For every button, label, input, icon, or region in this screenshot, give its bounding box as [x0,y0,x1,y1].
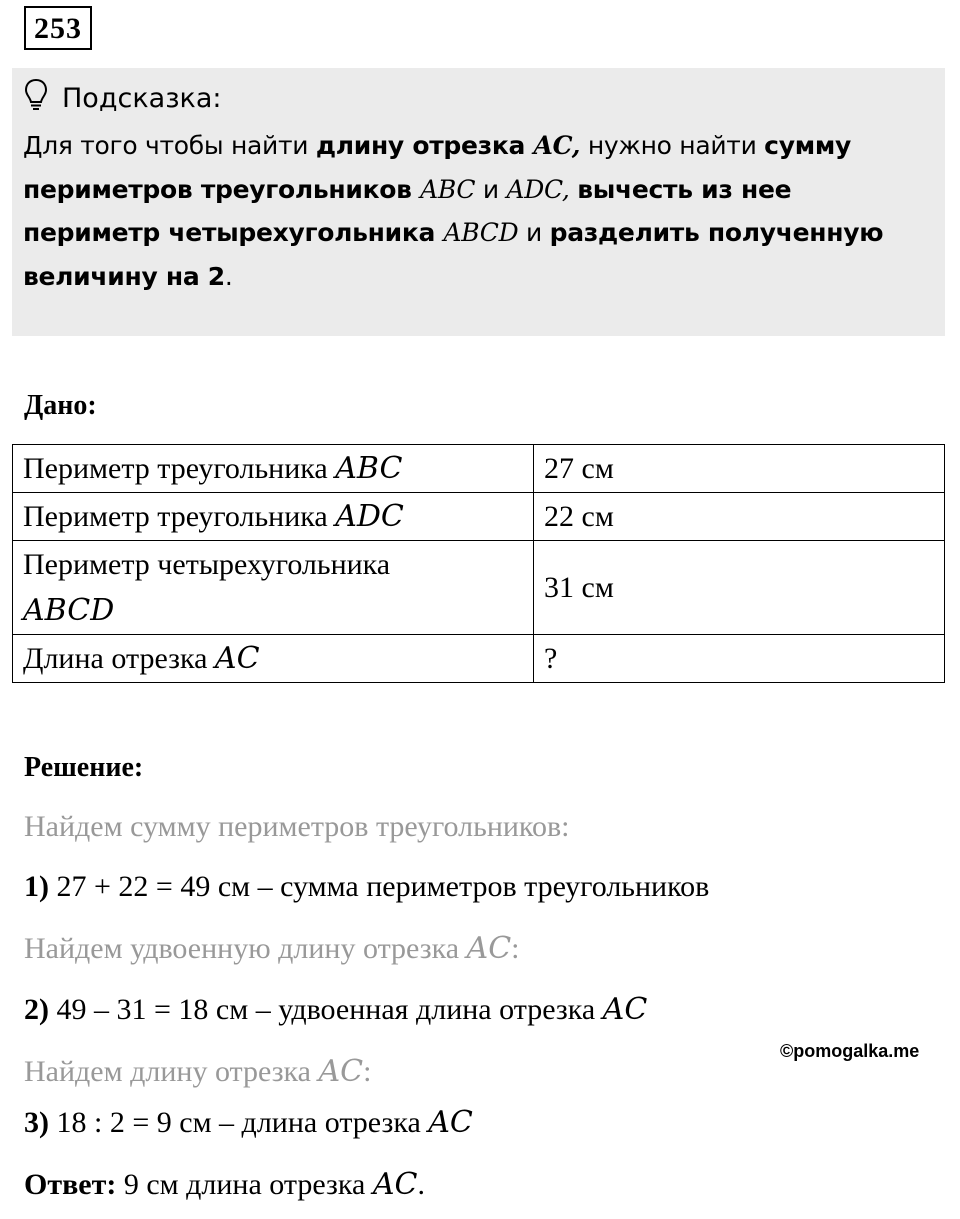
note-math: AC [318,1054,364,1089]
given-label-cell [13,541,534,635]
note-text: Найдем удвоенную длину отрезка [24,932,467,965]
given-heading: Дано: [24,390,97,421]
given-label-cell [13,493,534,541]
lightbulb-icon [24,78,62,119]
solution-note [24,810,569,844]
note-math: AC [466,931,512,966]
given-value-cell: 22 см [534,493,945,541]
problem-number: 253 [24,6,92,50]
step-text: 49 – 31 = 18 см – удвоенная длина отрезка [49,993,603,1026]
hint-box [12,68,945,336]
step-number: 3) [24,1106,49,1139]
hint-title-label: Подсказка: [62,82,222,114]
hint-segment: разделить полученную величину на 2 [23,218,884,291]
hint-segment: . [224,261,233,291]
answer-label: Ответ: [24,1168,117,1201]
given-math: ABC [335,450,403,486]
answer-math: AC [372,1167,418,1202]
table-row [13,493,945,541]
table-row [13,541,945,635]
solution-step [24,1105,473,1140]
hint-segment: и [518,218,550,247]
given-label: Периметр четырехугольника [23,547,391,581]
given-value-cell: 27 см [534,445,945,493]
hint-segment: нужно найти [580,131,765,160]
hint-segment: и [475,174,507,204]
answer-suffix: . [417,1168,425,1201]
step-math: AC [428,1105,473,1140]
hint-title [24,78,222,118]
given-label: Периметр треугольника [23,451,336,485]
given-label-cell [13,635,534,683]
given-math: ADC [335,498,404,534]
step-number: 2) [24,993,49,1026]
note-suffix: : [511,932,520,965]
given-label-cell [13,445,534,493]
step-text: 27 + 22 = 49 см – сумма периметров треугольников [49,870,710,903]
hint-segment: Для того чтобы найти [23,131,316,160]
table-row [13,445,945,493]
hint-segment: AC, [533,131,581,160]
given-table [12,444,945,683]
hint-segment: ABC [420,174,476,204]
hint-segment: сумму периметров треугольников [23,131,851,204]
given-value-cell: ? [534,635,945,683]
answer-text: 9 см длина отрезка [116,1168,373,1201]
solution-step [24,870,709,904]
note-text: Найдем длину отрезка [24,1055,319,1088]
hint-text [23,124,935,298]
watermark: ©pomogalka.me [780,1041,920,1061]
step-text: 18 : 2 = 9 см – длина отрезка [49,1106,429,1139]
table-row [13,635,945,683]
given-label: Периметр треугольника [23,499,336,533]
given-label: Длина отрезка [23,641,215,675]
given-math: ABCD [23,592,115,628]
hint-segment: , [561,174,578,204]
given-math: AC [214,640,260,676]
given-value-cell: 31 см [534,541,945,635]
solution-note [24,931,520,966]
solution-step [24,992,647,1027]
step-math: AC [602,992,648,1027]
note-suffix: : [363,1055,372,1088]
solution-heading: Решение: [24,752,144,783]
note-text: Найдем сумму периметров треугольников: [24,810,570,843]
solution-note [24,1054,371,1089]
hint-segment: вычесть из нее периметр четырехугольника [23,174,792,247]
hint-segment: длину отрезка [315,131,534,160]
hint-segment: ADC [506,174,562,204]
step-number: 1) [24,870,49,903]
hint-segment: ABCD [443,218,519,247]
answer-line [24,1167,425,1202]
